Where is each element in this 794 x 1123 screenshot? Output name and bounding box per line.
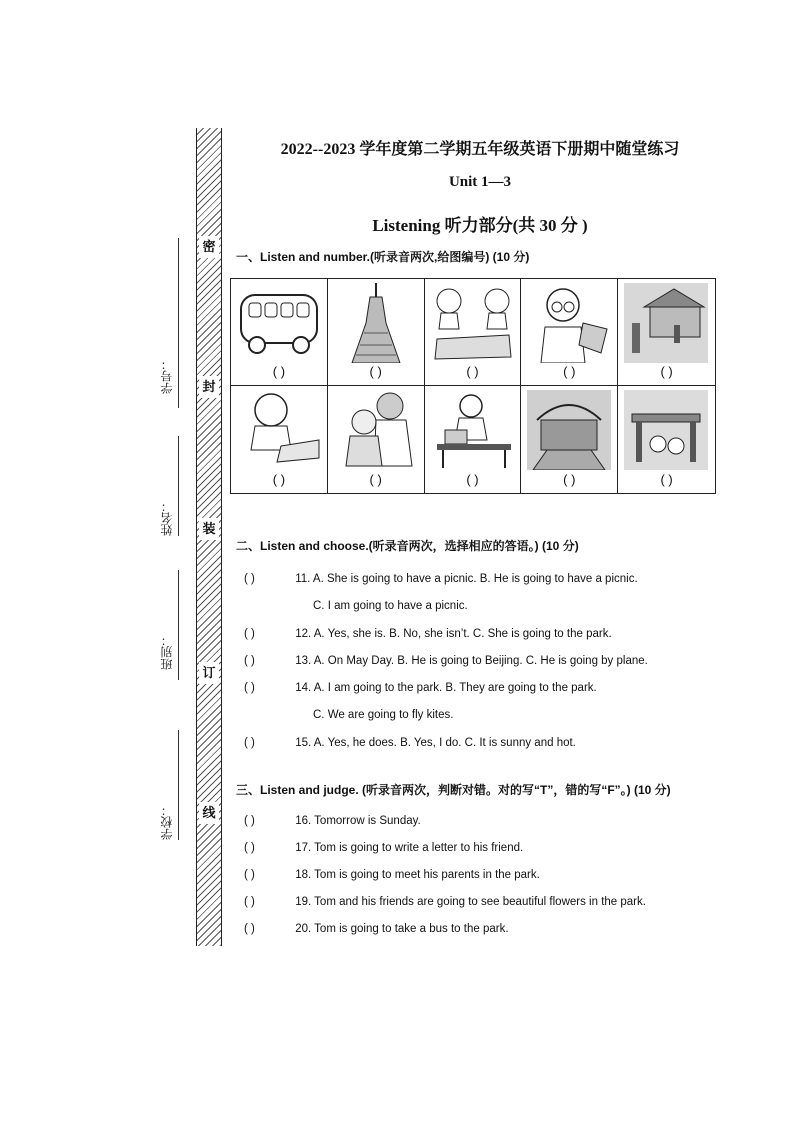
question-text: 18. Tom is going to meet his parents in the park.	[295, 869, 540, 881]
answer-paren[interactable]: ( )	[272, 472, 286, 487]
section1-heading: 一、Listen and number.(听录音两次,给图编号) (10 分)	[236, 250, 530, 264]
picture-cell	[521, 386, 618, 493]
question-20	[244, 923, 509, 935]
answer-bracket[interactable]: ( )	[244, 655, 255, 667]
answer-paren[interactable]: ( )	[466, 364, 479, 379]
tower-icon	[334, 283, 418, 363]
question-11	[244, 573, 638, 585]
question-18	[244, 869, 540, 881]
boys-with-map-icon	[431, 283, 515, 363]
student-number-label: 学号：	[160, 358, 174, 394]
school-bus-icon	[237, 283, 321, 363]
question-text: 14. A. I am going to the park. B. They are going to the park.	[295, 682, 597, 694]
answer-paren[interactable]: ( )	[369, 364, 382, 379]
class-label: 班别：	[160, 634, 174, 670]
student-number-field	[150, 238, 190, 418]
section3-heading: 三、Listen and judge. (听录音两次，判断对错。对的写“T”，错的写“F”。) (10 分)	[236, 783, 671, 797]
answer-paren[interactable]: ( )	[660, 472, 673, 487]
answer-paren[interactable]: ( )	[369, 472, 382, 487]
picture-cell	[618, 386, 715, 493]
picture-cell	[425, 386, 522, 493]
answer-bracket[interactable]: ( )	[244, 815, 255, 827]
question-text: 15. A. Yes, he does. B. Yes, I do. C. It is sunny and hot.	[295, 737, 576, 749]
school-label: 学校：	[160, 804, 174, 840]
question-text: 12. A. Yes, she is. B. No, she isn’t. C. She is going to the park.	[295, 628, 612, 640]
question-12	[244, 628, 612, 640]
question-14-option-c: C. We are going to fly kites.	[313, 709, 454, 721]
picture-cell	[328, 279, 425, 386]
answer-bracket[interactable]: ( )	[244, 869, 255, 881]
answer-bracket[interactable]: ( )	[244, 737, 255, 749]
class-field	[150, 570, 190, 750]
question-16	[244, 815, 421, 827]
picture-cell	[521, 279, 618, 386]
page-title: 2022--2023 学年度第二学期五年级英语下册期中随堂练习	[280, 141, 680, 158]
picture-cell	[328, 386, 425, 493]
garden-icon	[527, 390, 611, 470]
question-text: 11. A. She is going to have a picnic. B. He is going to have a picnic.	[295, 573, 638, 585]
picture-cell	[618, 279, 715, 386]
answer-bracket[interactable]: ( )	[244, 682, 255, 694]
man-at-computer-icon	[431, 390, 515, 470]
answer-paren[interactable]: ( )	[563, 364, 576, 379]
boy-reading-icon	[527, 283, 611, 363]
answer-paren[interactable]: ( )	[466, 472, 479, 487]
name-label: 姓名：	[160, 500, 174, 536]
question-text: 19. Tom and his friends are going to see beautiful flowers in the park.	[295, 896, 646, 908]
binding-word-ding: 订	[199, 662, 219, 684]
question-text: 13. A. On May Day. B. He is going to Beijing. C. He is going by plane.	[295, 655, 648, 667]
binding-word-xian: 线	[199, 802, 219, 824]
part-title: Listening 听力部分(共 30 分 )	[372, 216, 588, 235]
answer-paren[interactable]: ( )	[660, 364, 673, 379]
question-text: 20. Tom is going to take a bus to the park.	[295, 923, 509, 935]
answer-bracket[interactable]: ( )	[244, 923, 255, 935]
binding-word-zhuang: 装	[199, 518, 219, 540]
question-19	[244, 896, 646, 908]
question-11-option-c: C. I am going to have a picnic.	[313, 600, 468, 612]
answer-bracket[interactable]: ( )	[244, 628, 255, 640]
girl-writing-icon	[237, 390, 321, 470]
mother-and-girl-icon	[334, 390, 418, 470]
answer-bracket[interactable]: ( )	[244, 896, 255, 908]
question-text: 16. Tomorrow is Sunday.	[295, 815, 421, 827]
answer-paren[interactable]: ( )	[563, 472, 576, 487]
binding-word-mi: 密	[199, 236, 219, 258]
picture-cell	[231, 386, 328, 493]
street-scene-icon	[624, 283, 708, 363]
picture-grid	[230, 278, 716, 494]
zoo-gate-icon	[624, 390, 708, 470]
question-text: 17. Tom is going to write a letter to his friend.	[295, 842, 524, 854]
question-14	[244, 682, 597, 694]
answer-bracket[interactable]: ( )	[244, 573, 255, 585]
section2-heading: 二、Listen and choose.(听录音两次，选择相应的答语。) (10 分)	[236, 539, 579, 553]
question-15	[244, 737, 576, 749]
question-13	[244, 655, 648, 667]
picture-cell	[231, 279, 328, 386]
answer-bracket[interactable]: ( )	[244, 842, 255, 854]
school-field	[150, 730, 190, 910]
answer-paren[interactable]: ( )	[272, 364, 286, 379]
unit-title: Unit 1—3	[448, 174, 512, 190]
question-17	[244, 842, 523, 854]
picture-cell	[425, 279, 522, 386]
binding-word-feng: 封	[199, 376, 219, 398]
